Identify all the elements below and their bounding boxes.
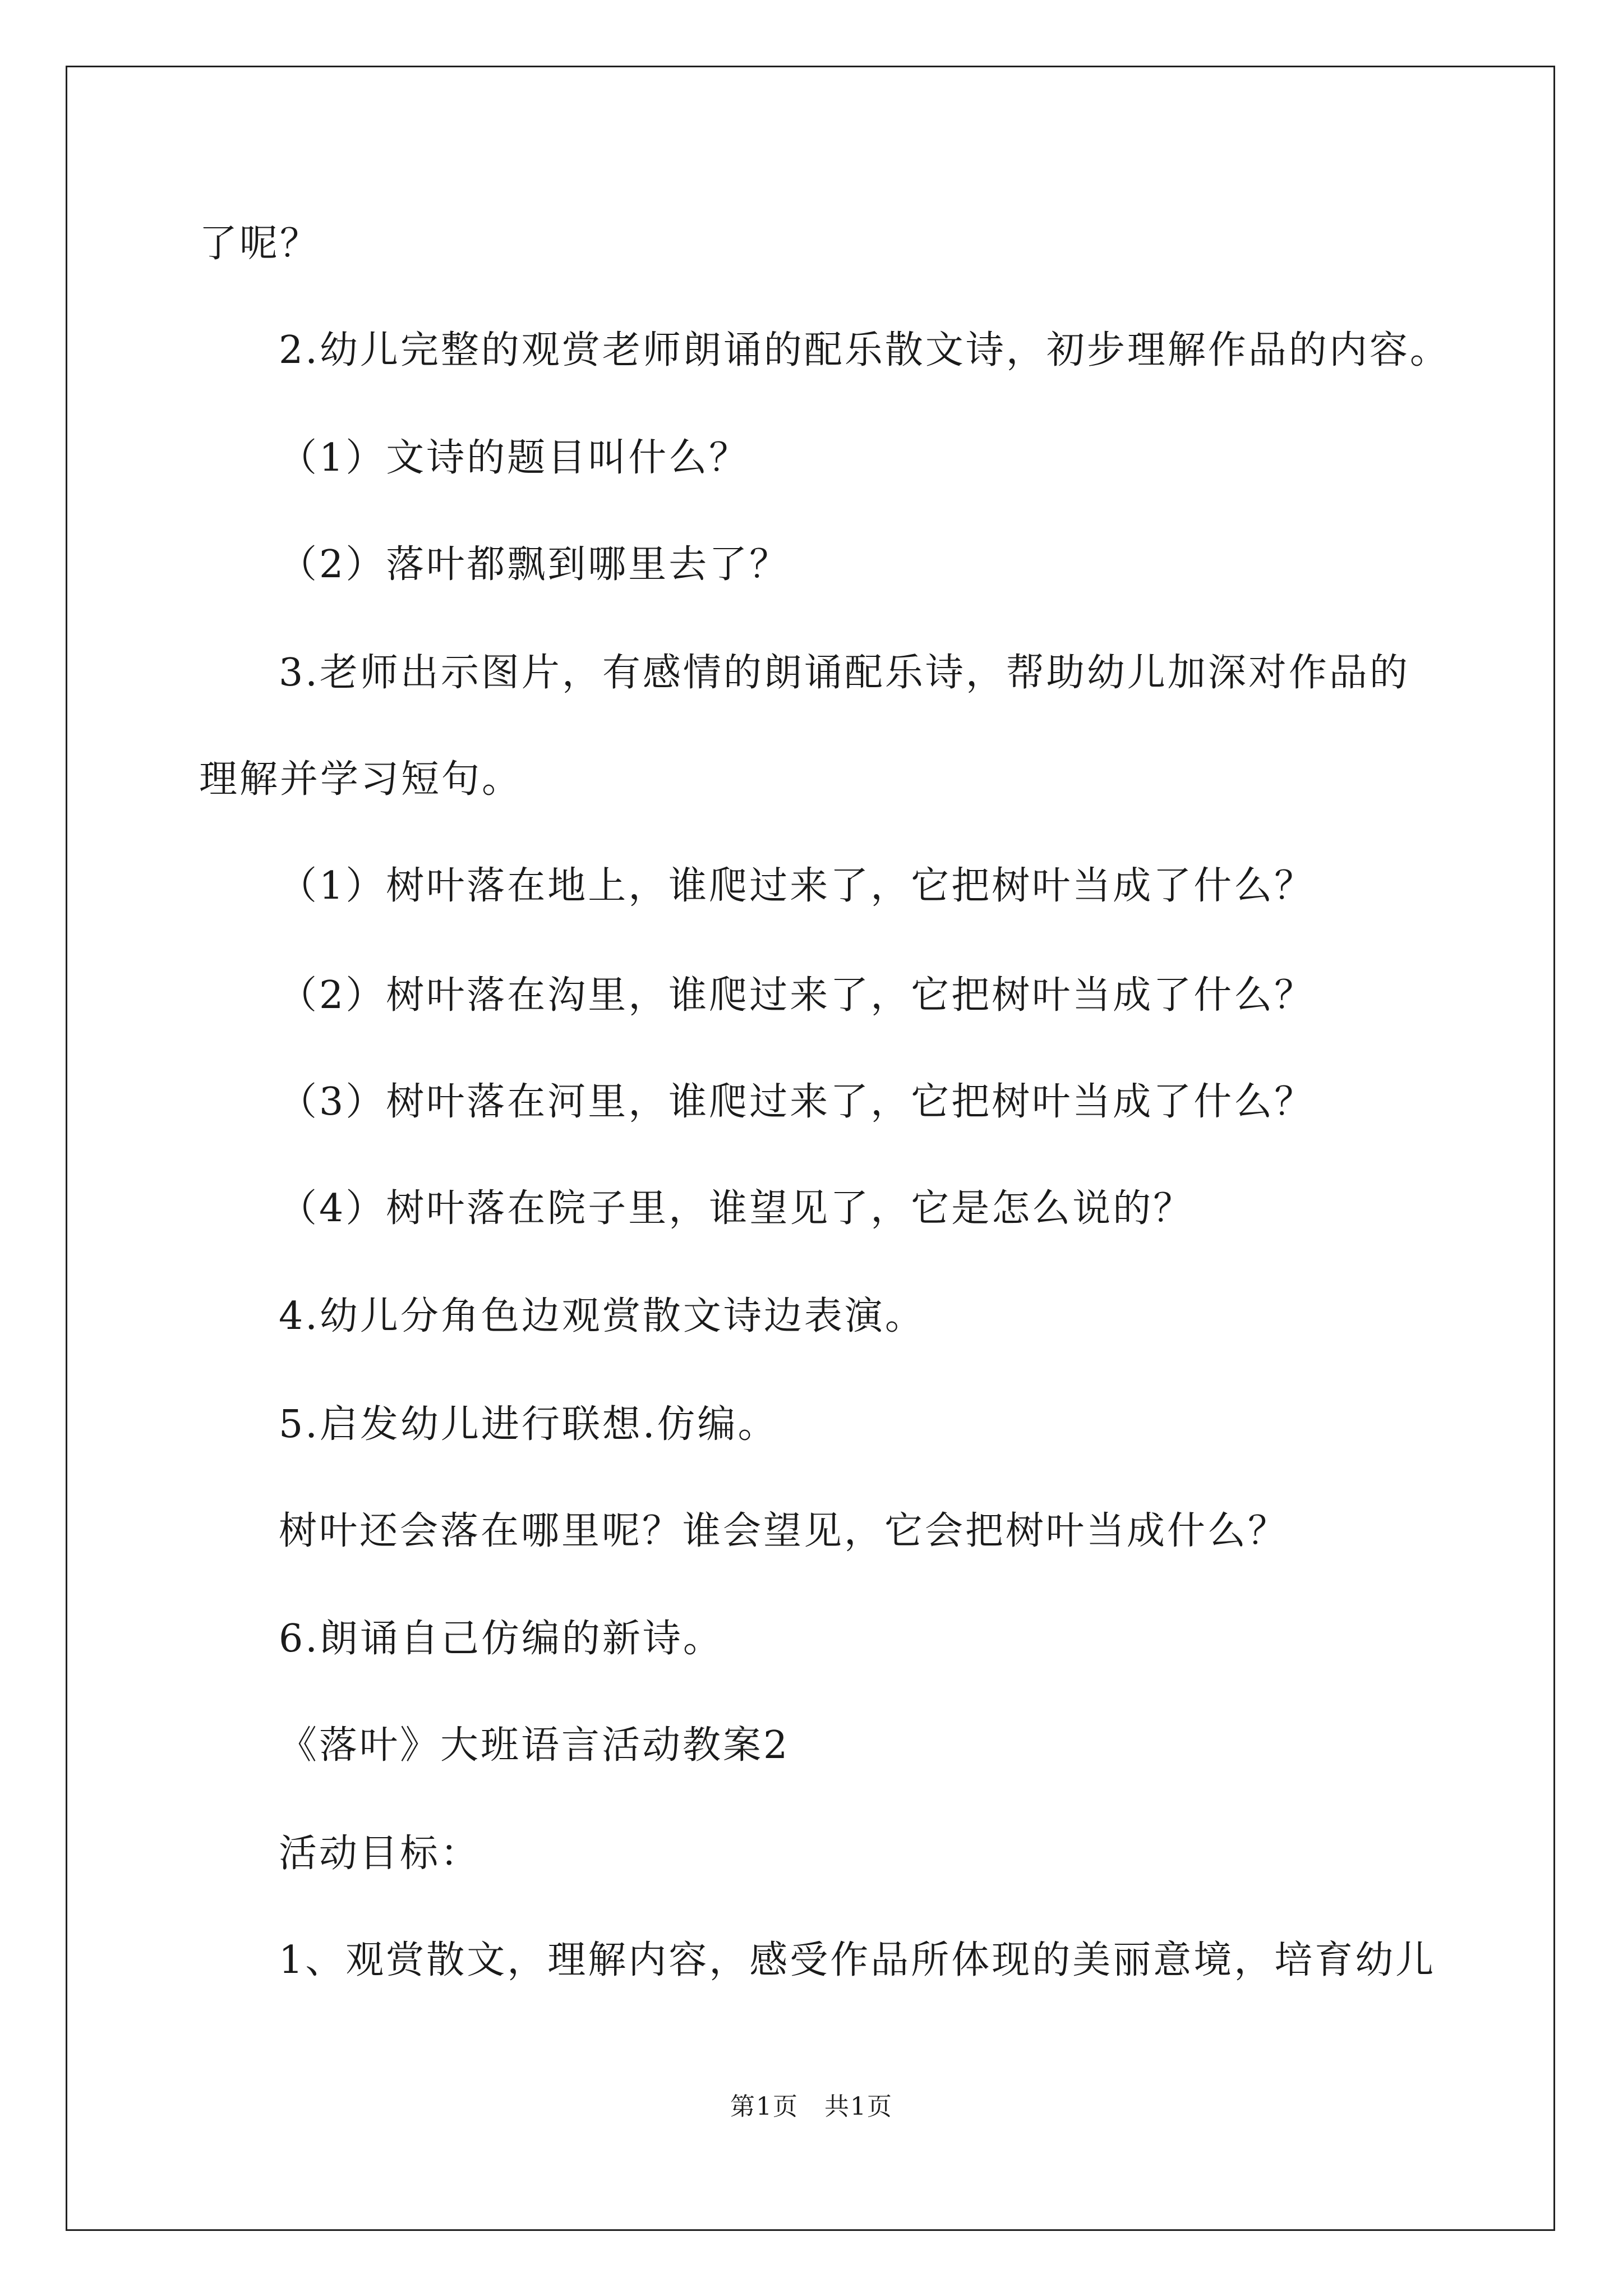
text-line: 树叶还会落在哪里呢？谁会望见，它会把树叶当成什么？ — [279, 1509, 1289, 1553]
section-heading: 《落叶》大班语言活动教案2 — [279, 1723, 790, 1768]
text-line: 1、观赏散文，理解内容，感受作品所体现的美丽意境，培育幼儿 — [279, 1938, 1436, 1982]
text-line: 6.朗诵自己仿编的新诗。 — [279, 1617, 723, 1661]
text-line: （4）树叶落在院子里，谁望见了，它是怎么说的？ — [279, 1186, 1194, 1231]
page-border — [66, 66, 1555, 2231]
text-line: （1）树叶落在地上，谁爬过来了，它把树叶当成了什么？ — [279, 864, 1315, 908]
text-line: 理解并学习短句。 — [199, 757, 523, 802]
text-line: 5.启发幼儿进行联想.仿编。 — [279, 1402, 778, 1447]
text-line: 3.老师出示图片，有感情的朗诵配乐诗，帮助幼儿加深对作品的 — [279, 651, 1410, 695]
text-line: （3）树叶落在河里，谁爬过来了，它把树叶当成了什么？ — [279, 1080, 1315, 1124]
text-line: 了呢？ — [199, 222, 321, 266]
text-line: （1）文诗的题目叫什么？ — [279, 436, 750, 480]
text-line: 4.幼儿分角色边观赏散文诗边表演。 — [279, 1294, 925, 1338]
text-line: （2）树叶落在沟里，谁爬过来了，它把树叶当成了什么？ — [279, 973, 1315, 1018]
page-footer: 第1页 共1页 — [730, 2092, 893, 2121]
text-line: 2.幼儿完整的观赏老师朗诵的配乐散文诗，初步理解作品的内容。 — [279, 328, 1450, 372]
text-line: （2）落叶都飘到哪里去了？ — [279, 542, 790, 587]
text-line: 活动目标： — [279, 1832, 481, 1876]
